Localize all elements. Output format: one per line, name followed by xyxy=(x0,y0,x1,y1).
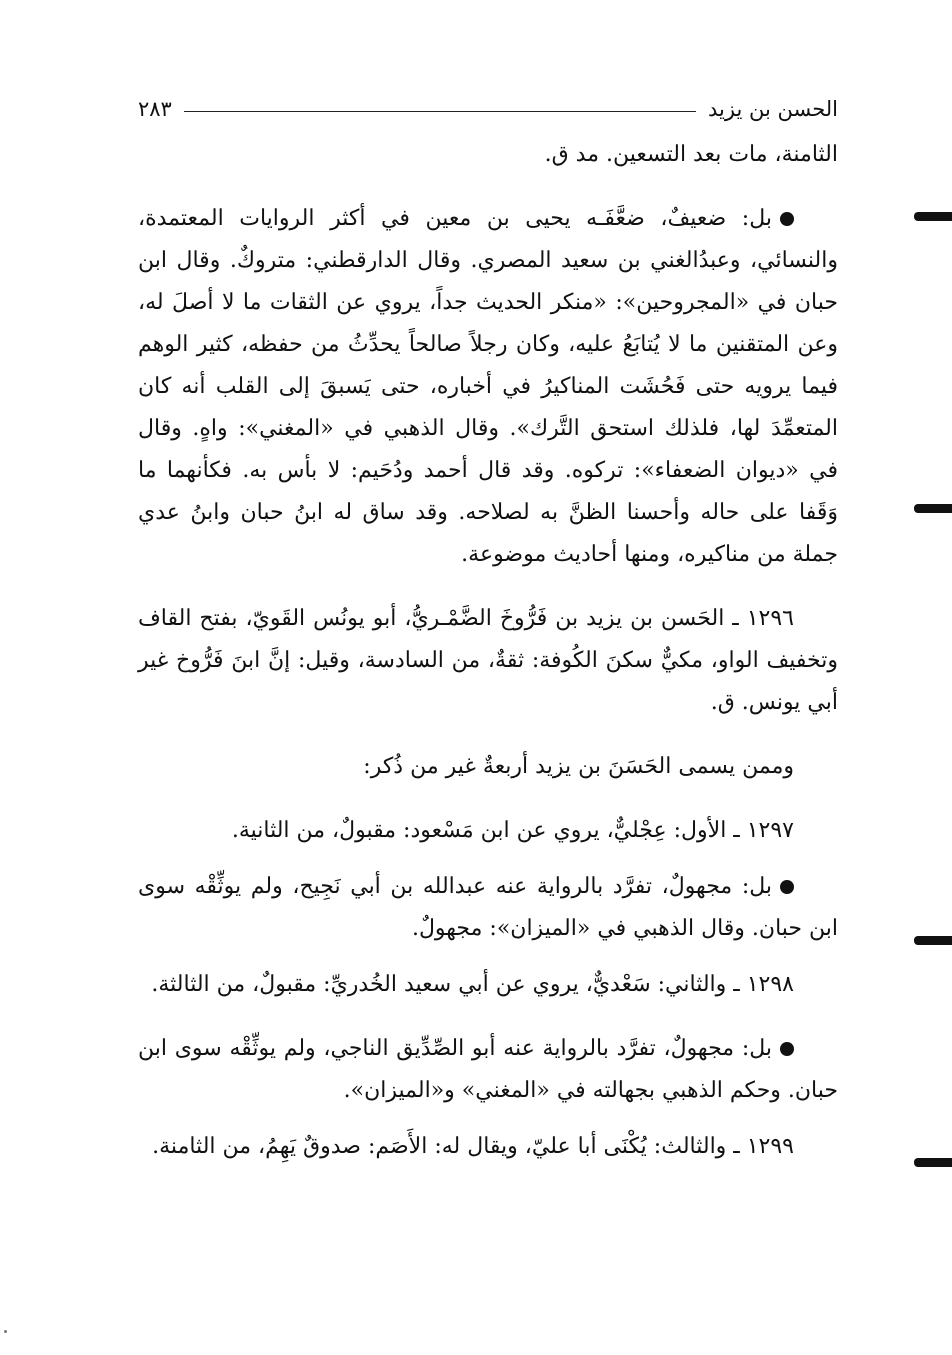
entry-1296 xyxy=(138,598,838,724)
page-number: ٢٨٣ xyxy=(138,97,172,121)
paragraph-comment-2 xyxy=(138,866,838,950)
entry-1297 xyxy=(138,810,838,852)
paragraph-continuation xyxy=(138,134,838,176)
comment-prefix: بل: xyxy=(741,1036,773,1061)
paragraph-text: الثامنة، مات بعد التسعين. مد ق. xyxy=(544,142,838,167)
running-header xyxy=(138,92,838,126)
paragraph-comment-1 xyxy=(138,198,838,576)
paragraph-text: ١٢٩٧ ـ الأول: عِجْليٌّ، يروي عن ابن مَسْعود: مقبولٌ، من الثانية. xyxy=(231,818,794,843)
paragraph-text: وممن يسمى الحَسَنَ بن يزيد أربعةٌ غير من ذُكر: xyxy=(363,754,794,779)
header-rule xyxy=(184,111,696,112)
paragraph-text: ١٢٩٩ ـ والثالث: يُكْنَى أبا عليّ، ويقال له: الأَصَم: صدوقٌ يَهِمُ، من الثامنة. xyxy=(152,1134,794,1159)
bullet-icon xyxy=(780,212,794,226)
bullet-icon xyxy=(780,880,794,894)
paragraph-text: مجهولٌ، تفرَّد بالرواية عنه عبدالله بن أبي نَجِيح، ولم يوثِّقْه سوى ابن حبان. وقال الذهبي في «الميزان»: مجهولٌ. xyxy=(138,874,838,941)
bullet-icon xyxy=(780,1042,794,1056)
paragraph-text: ١٢٩٨ ـ والثاني: سَعْديٌّ، يروي عن أبي سعيد الخُدريِّ: مقبولٌ، من الثالثة. xyxy=(151,972,794,997)
paragraph-text: ضعيفٌ، ضعَّفَـه يحيى بن معين في أكثر الروايات المعتمدة، والنسائي، وعبدُالغني بن سعيد المصري. وقال الدارقطني: متروكٌ. وقال ابن حبان في «المجروحين»: «منكر الحديث جداً، يروي عن الثقات ما لا أصلَ له، وعن المتقنين ما لا يُتابَعُ عليه، وكان رجلاً صالحاً يحدِّثُ من حفظه، كثير الوهم فيما يرويه حتى فَحُشَت المناكيرُ في أخباره، حتى يَسبقَ إلى القلب أنه كان المتعمِّدَ لها، فلذلك استحق التَّرك». وقال الذهبي في «المغني»: واهٍ. وقال في «ديوان الضعفاء»: تركوه. وقد قال أحمد ودُحَيم: لا بأس به. فكأنهما ما وَقَفا على حاله وأحسنا الظنَّ به لصلاحه. وقد ساق له ابنُ حبان وابنُ عدي جملة من مناكيره، ومنها أحاديث موضوعة. xyxy=(138,206,838,567)
comment-prefix: بل: xyxy=(741,206,772,231)
comment-prefix: بل: xyxy=(741,874,773,899)
margin-marker xyxy=(914,212,952,221)
margin-marker xyxy=(914,504,952,513)
page-body xyxy=(138,134,838,1168)
scan-speck xyxy=(4,1330,7,1333)
paragraph-comment-3 xyxy=(138,1028,838,1112)
entry-1298 xyxy=(138,964,838,1006)
paragraph-intro xyxy=(138,746,838,788)
entry-1299 xyxy=(138,1126,838,1168)
paragraph-text: مجهولٌ، تفرَّد بالرواية عنه أبو الصِّدِّيق الناجي، ولم يوثِّقْه سوى ابن حبان. وحكم الذهبي بجهالته في «المغني» و«الميزان». xyxy=(138,1036,838,1103)
paragraph-text: ١٢٩٦ ـ الحَسن بن يزيد بن فَرُّوخَ الضَّمْـريُّ، أبو يونُس القَويّ، بفتح القاف وتخفيف الواو، مكيٌّ سكنَ الكُوفة: ثقةٌ، من السادسة، وقيل: إنَّ ابنَ فَرُّوخ غير أبي يونس. ق. xyxy=(138,606,838,715)
margin-marker xyxy=(914,1158,952,1167)
margin-marker xyxy=(914,936,952,945)
running-title: الحسن بن يزيد xyxy=(708,97,838,121)
